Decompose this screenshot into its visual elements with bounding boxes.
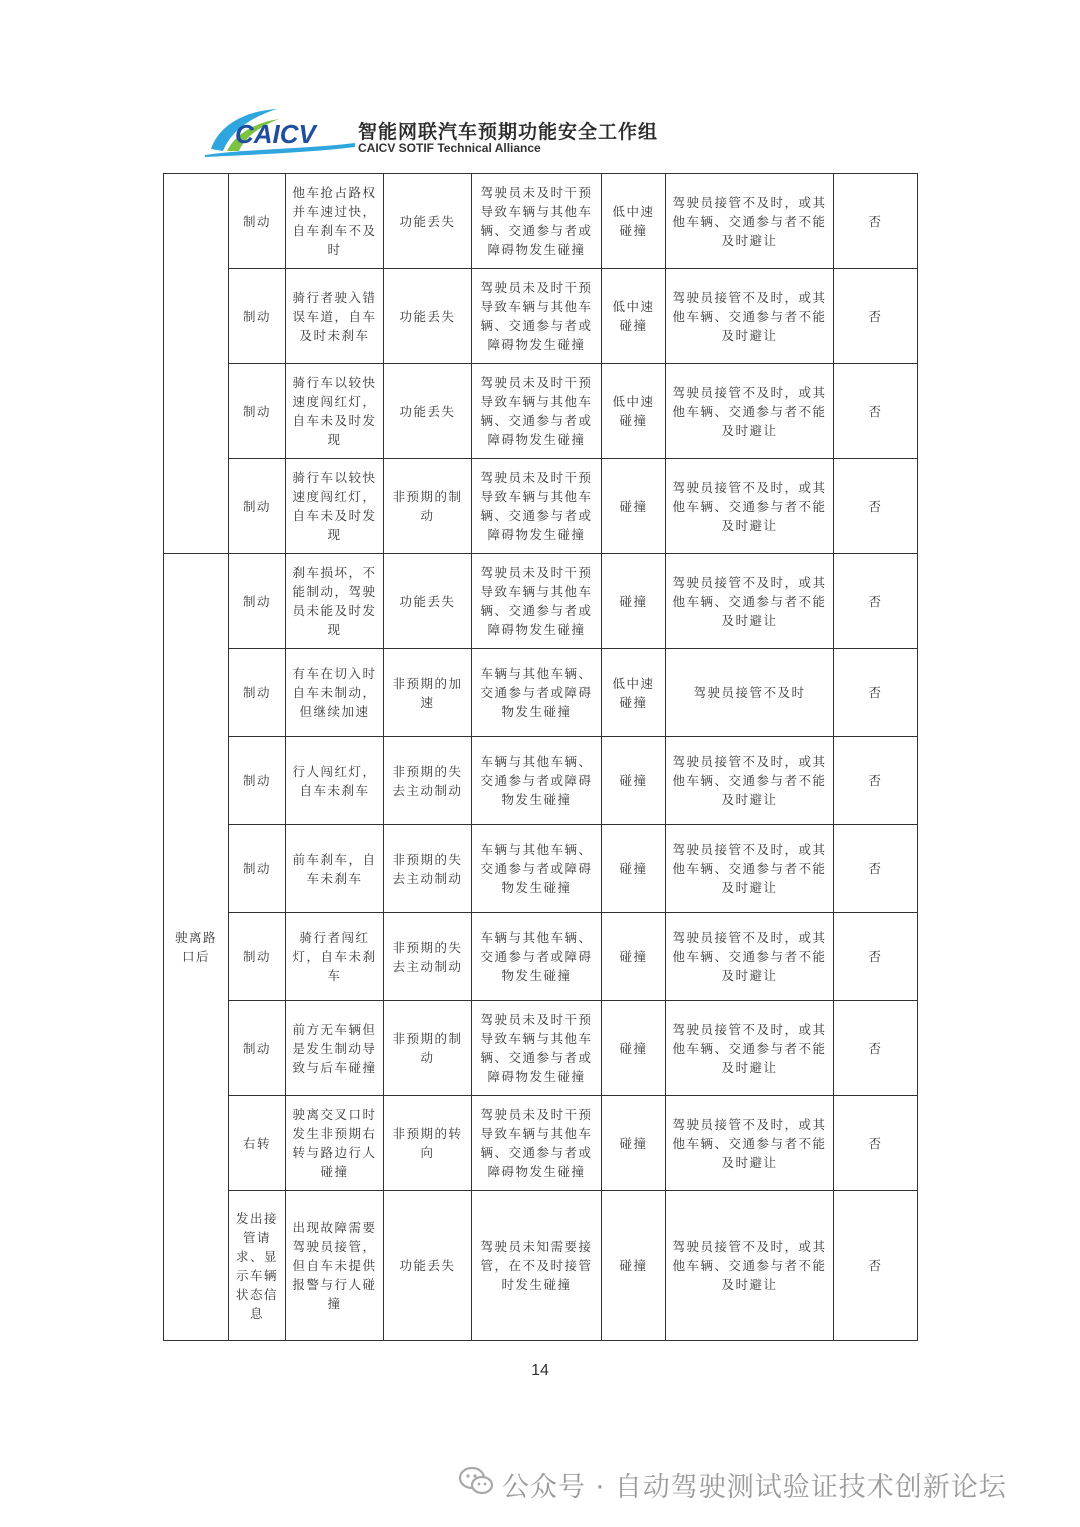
action-cell: 制动 (229, 1001, 286, 1096)
severity-cell: 碰撞 (602, 1191, 666, 1341)
hazard-cell: 车辆与其他车辆、交通参与者或障碍物发生碰撞 (472, 649, 602, 737)
controllability-cell: 驾驶员接管不及时，或其他车辆、交通参与者不能及时避让 (666, 364, 834, 459)
hazard-cell: 驾驶员未及时干预导致车辆与其他车辆、交通参与者或障碍物发生碰撞 (472, 269, 602, 364)
scenario-cell: 出现故障需要驾驶员接管，但自车未提供报警与行人碰撞 (286, 1191, 384, 1341)
table-row (164, 459, 918, 554)
failure-cell: 非预期的失去主动制动 (384, 913, 472, 1001)
severity-cell: 碰撞 (602, 554, 666, 649)
result-cell: 否 (834, 269, 918, 364)
wechat-icon (458, 1466, 494, 1496)
scenario-cell: 前方无车辆但是发生制动导致与后车碰撞 (286, 1001, 384, 1096)
scenario-cell: 骑行者闯红灯，自车未刹车 (286, 913, 384, 1001)
scenario-cell: 骑行者驶入错误车道，自车及时未刹车 (286, 269, 384, 364)
failure-cell: 非预期的失去主动制动 (384, 825, 472, 913)
failure-cell: 非预期的加速 (384, 649, 472, 737)
result-cell: 否 (834, 554, 918, 649)
hazard-cell: 驾驶员未及时干预导致车辆与其他车辆、交通参与者或障碍物发生碰撞 (472, 174, 602, 269)
hazard-cell: 驾驶员未及时干预导致车辆与其他车辆、交通参与者或障碍物发生碰撞 (472, 364, 602, 459)
scenario-cell: 有车在切入时自车未制动，但继续加速 (286, 649, 384, 737)
failure-cell: 功能丢失 (384, 1191, 472, 1341)
action-cell: 制动 (229, 174, 286, 269)
severity-cell: 碰撞 (602, 913, 666, 1001)
caicv-logo (205, 105, 355, 157)
table-row (164, 825, 918, 913)
controllability-cell: 驾驶员接管不及时 (666, 649, 834, 737)
table-row (164, 1191, 918, 1341)
controllability-cell: 驾驶员接管不及时，或其他车辆、交通参与者不能及时避让 (666, 825, 834, 913)
controllability-cell: 驾驶员接管不及时，或其他车辆、交通参与者不能及时避让 (666, 554, 834, 649)
severity-cell: 低中速碰撞 (602, 269, 666, 364)
failure-cell: 非预期的失去主动制动 (384, 737, 472, 825)
footer-text: 公众号 · 自动驾驶测试验证技术创新论坛 (502, 1472, 1007, 1503)
severity-cell: 碰撞 (602, 737, 666, 825)
result-cell: 否 (834, 174, 918, 269)
failure-cell: 功能丢失 (384, 554, 472, 649)
failure-cell: 非预期的制动 (384, 459, 472, 554)
severity-cell: 碰撞 (602, 1096, 666, 1191)
result-cell: 否 (834, 1001, 918, 1096)
action-cell: 制动 (229, 913, 286, 1001)
scenario-cell: 骑行车以较快速度闯红灯，自车未及时发现 (286, 364, 384, 459)
severity-cell: 低中速碰撞 (602, 649, 666, 737)
failure-cell: 非预期的制动 (384, 1001, 472, 1096)
table-row (164, 174, 918, 269)
action-cell: 制动 (229, 649, 286, 737)
table-row (164, 554, 918, 649)
action-cell: 制动 (229, 737, 286, 825)
controllability-cell: 驾驶员接管不及时，或其他车辆、交通参与者不能及时避让 (666, 1096, 834, 1191)
controllability-cell: 驾驶员接管不及时，或其他车辆、交通参与者不能及时避让 (666, 913, 834, 1001)
hazard-cell: 车辆与其他车辆、交通参与者或障碍物发生碰撞 (472, 825, 602, 913)
controllability-cell: 驾驶员接管不及时，或其他车辆、交通参与者不能及时避让 (666, 737, 834, 825)
action-cell: 制动 (229, 269, 286, 364)
failure-cell: 功能丢失 (384, 174, 472, 269)
document-header (205, 105, 685, 165)
group-cell: 驶离路口后 (164, 554, 229, 1341)
scenario-cell: 刹车损坏，不能制动，驾驶员未能及时发现 (286, 554, 384, 649)
result-cell: 否 (834, 737, 918, 825)
table-row (164, 1096, 918, 1191)
table-row (164, 1001, 918, 1096)
hazard-cell: 驾驶员未及时干预导致车辆与其他车辆、交通参与者或障碍物发生碰撞 (472, 1096, 602, 1191)
controllability-cell: 驾驶员接管不及时，或其他车辆、交通参与者不能及时避让 (666, 174, 834, 269)
failure-cell: 功能丢失 (384, 269, 472, 364)
scenario-cell: 前车刹车，自车未刹车 (286, 825, 384, 913)
failure-cell: 功能丢失 (384, 364, 472, 459)
result-cell: 否 (834, 459, 918, 554)
action-cell: 制动 (229, 364, 286, 459)
controllability-cell: 驾驶员接管不及时，或其他车辆、交通参与者不能及时避让 (666, 269, 834, 364)
severity-cell: 低中速碰撞 (602, 174, 666, 269)
hazard-cell: 车辆与其他车辆、交通参与者或障碍物发生碰撞 (472, 737, 602, 825)
action-cell: 右转 (229, 1096, 286, 1191)
result-cell: 否 (834, 1191, 918, 1341)
table-row (164, 913, 918, 1001)
action-cell: 制动 (229, 459, 286, 554)
result-cell: 否 (834, 913, 918, 1001)
scenario-cell: 行人闯红灯，自车未刹车 (286, 737, 384, 825)
hazard-cell: 车辆与其他车辆、交通参与者或障碍物发生碰撞 (472, 913, 602, 1001)
controllability-cell: 驾驶员接管不及时，或其他车辆、交通参与者不能及时避让 (666, 459, 834, 554)
result-cell: 否 (834, 1096, 918, 1191)
result-cell: 否 (834, 364, 918, 459)
failure-cell: 非预期的转向 (384, 1096, 472, 1191)
severity-cell: 低中速碰撞 (602, 364, 666, 459)
hazard-cell: 驾驶员未及时干预导致车辆与其他车辆、交通参与者或障碍物发生碰撞 (472, 459, 602, 554)
controllability-cell: 驾驶员接管不及时，或其他车辆、交通参与者不能及时避让 (666, 1191, 834, 1341)
action-cell: 制动 (229, 825, 286, 913)
table-row (164, 649, 918, 737)
action-cell: 制动 (229, 554, 286, 649)
table-row (164, 737, 918, 825)
org-name-en: CAICV SOTIF Technical Alliance (358, 141, 541, 155)
scenario-cell: 驶离交叉口时发生非预期右转与路边行人碰撞 (286, 1096, 384, 1191)
hazard-analysis-table (163, 173, 918, 1341)
org-name-cn: 智能网联汽车预期功能安全工作组 (358, 121, 659, 143)
logo-text: CAICV (235, 119, 316, 149)
severity-cell: 碰撞 (602, 459, 666, 554)
page-number: 14 (531, 1362, 549, 1379)
scenario-cell: 他车抢占路权并车速过快，自车刹车不及时 (286, 174, 384, 269)
hazard-cell: 驾驶员未知需要接管，在不及时接管时发生碰撞 (472, 1191, 602, 1341)
action-cell: 发出接管请求、显示车辆状态信息 (229, 1191, 286, 1341)
result-cell: 否 (834, 825, 918, 913)
table-row (164, 364, 918, 459)
controllability-cell: 驾驶员接管不及时，或其他车辆、交通参与者不能及时避让 (666, 1001, 834, 1096)
group-cell-empty (164, 174, 229, 554)
severity-cell: 碰撞 (602, 1001, 666, 1096)
scenario-cell: 骑行车以较快速度闯红灯，自车未及时发现 (286, 459, 384, 554)
hazard-cell: 驾驶员未及时干预导致车辆与其他车辆、交通参与者或障碍物发生碰撞 (472, 1001, 602, 1096)
result-cell: 否 (834, 649, 918, 737)
table-row (164, 269, 918, 364)
severity-cell: 碰撞 (602, 825, 666, 913)
hazard-cell: 驾驶员未及时干预导致车辆与其他车辆、交通参与者或障碍物发生碰撞 (472, 554, 602, 649)
